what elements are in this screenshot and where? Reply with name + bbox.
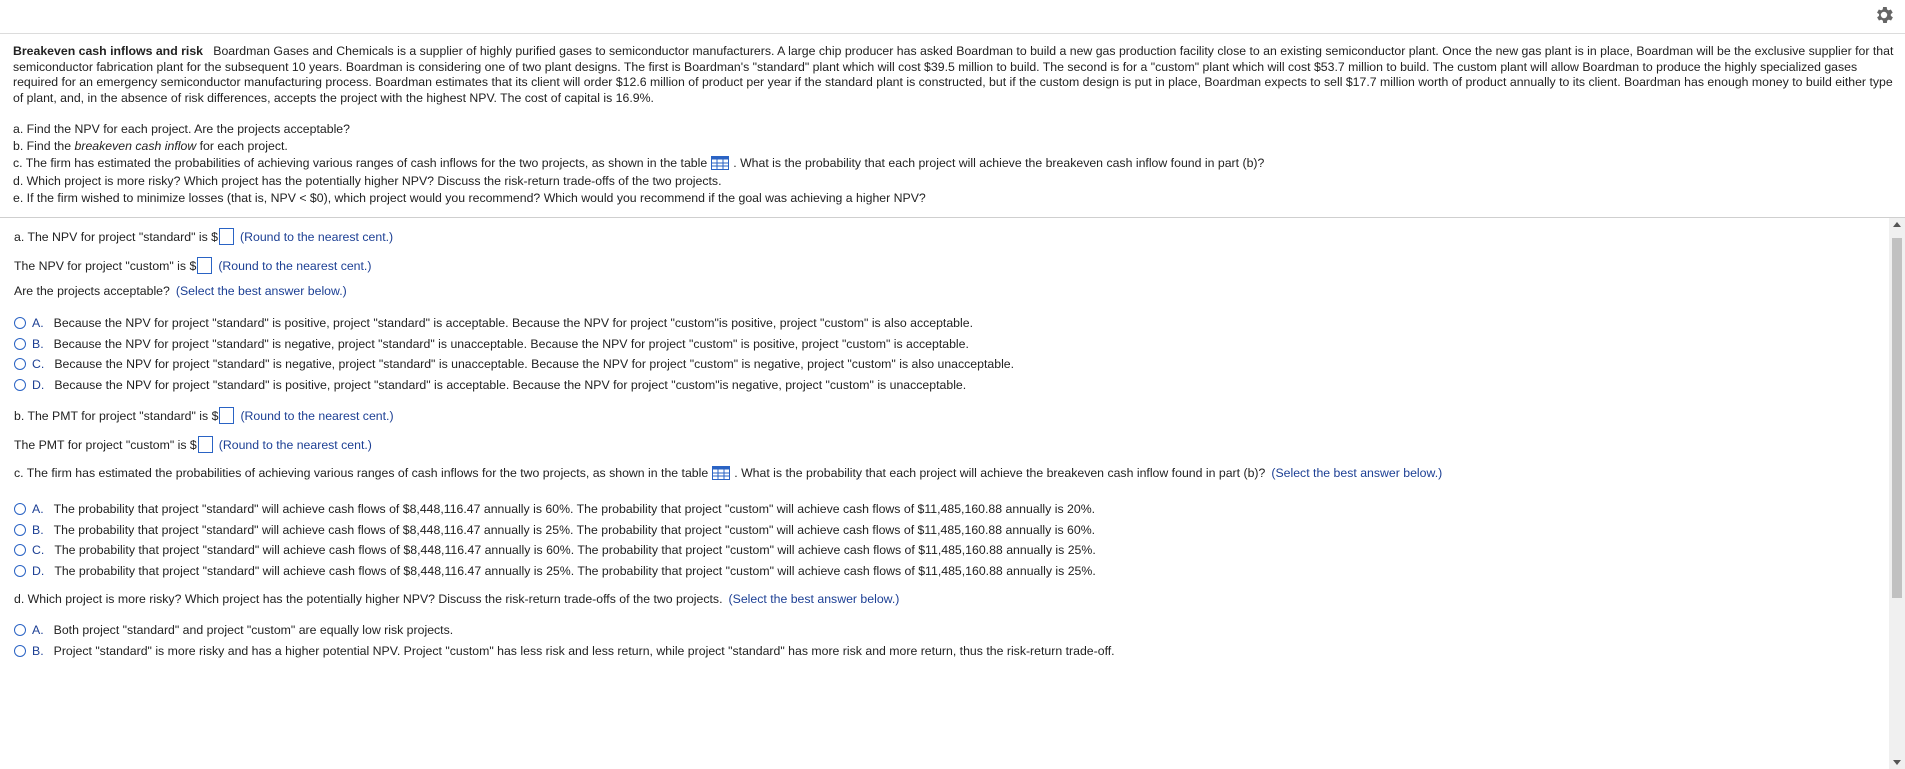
problem-statement [13, 44, 1898, 106]
radio-button[interactable] [14, 645, 26, 657]
radio-button[interactable] [14, 624, 26, 636]
npv-standard-input[interactable] [219, 228, 234, 245]
option-c-a[interactable]: A. The probability that project "standard" will achieve cash flows of $8,448,116.47 annually is 60%. The probability that project "custom" will achieve cash flows of $11,485,160.88 annually is 20%. [14, 502, 1095, 516]
part-b: b. Find the breakeven cash inflow for each project. [13, 139, 288, 153]
option-a-a[interactable]: A. Because the NPV for project "standard" is positive, project "standard" is acceptable. Because the NPV for project "custom"is positive, project "custom" is also acceptable. [14, 316, 973, 330]
option-a-d[interactable]: D. Because the NPV for project "standard" is positive, project "standard" is acceptable. Because the NPV for project "custom"is negative, project "custom" is unacceptable. [14, 378, 966, 392]
option-a-c[interactable]: C. Because the NPV for project "standard" is negative, project "standard" is unacceptable. Because the NPV for project "custom" is negative, project "custom" is also unacceptable. [14, 357, 1014, 371]
radio-button[interactable] [14, 317, 26, 329]
option-c-c[interactable]: C. The probability that project "standard" will achieve cash flows of $8,448,116.47 annually is 60%. The probability that project "custom" will achieve cash flows of $11,485,160.88 annually is 25%. [14, 543, 1096, 557]
question-parts [13, 121, 1264, 207]
part-c-question: c. The firm has estimated the probabilities of achieving various ranges of cash inflows for the two projects, as shown in the table . What is the probability that each project will achieve the breakeven cash inflow found in part (b)? (Select the best answer below.) [14, 466, 1443, 480]
acceptable-question: Are the projects acceptable? (Select the best answer below.) [14, 284, 347, 298]
table-icon[interactable] [711, 156, 729, 170]
radio-button[interactable] [14, 544, 26, 556]
npv-custom-input[interactable] [197, 257, 212, 274]
radio-button[interactable] [14, 379, 26, 391]
problem-title: Breakeven cash inflows and risk [13, 44, 204, 58]
npv-custom-row: The NPV for project "custom" is $ (Round to the nearest cent.) [14, 259, 372, 273]
radio-button[interactable] [14, 565, 26, 577]
part-c: c. The firm has estimated the probabilities of achieving various ranges of cash inflows for the two projects, as shown in the table . What is the probability that each project will achieve the breakeven cash inflow found in part (b)? [13, 156, 1265, 170]
part-e: e. If the firm wished to minimize losses (that is, NPV < $0), which project would you recommend? Which would you recommend if the goal was achieving a higher NPV? [13, 191, 926, 205]
part-d: d. Which project is more risky? Which project has the potentially higher NPV? Discuss the risk-return trade-offs of the two projects. [13, 174, 722, 188]
pmt-standard-row: b. The PMT for project "standard" is $ (Round to the nearest cent.) [14, 409, 394, 423]
scrollbar[interactable] [1889, 218, 1905, 769]
problem-text: Boardman Gases and Chemicals is a supplier of highly purified gases to semiconductor manufacturers. A large chip producer has asked Boardman to build a new gas production facility close to an existing semiconductor plant. Once the new gas plant is in place, Boardman will be the exclusive supplier for that semiconductor fabrication plant for the subsequent 10 years. Boardman is considering one of two plant designs. The first is Boardman's "standard" plant which will cost $39.5 million to build. The second is for a "custom" plant which will cost $53.7 million to build. The custom plant will allow Boardman to produce the highly specialized gases required for an emergency semiconductor manufacturing process. Boardman estimates that its client will order $12.6 million of product per year if the standard plant is constructed, but if the custom design is put in place, Boardman expects to sell $17.7 million worth of product annually to its client. Boardman has enough money to build either type of plant, and, in the absence of risk differences, accepts the project with the highest NPV. The cost of capital is 16.9%. [13, 44, 1894, 105]
scroll-thumb[interactable] [1892, 238, 1902, 598]
top-bar [0, 0, 1905, 34]
radio-button[interactable] [14, 524, 26, 536]
option-d-b[interactable]: B. Project "standard" is more risky and has a higher potential NPV. Project "custom" has less risk and less return, while project "standard" has more risk and more return, thus the risk-return trade-off. [14, 644, 1115, 658]
option-d-a[interactable]: A. Both project "standard" and project "custom" are equally low risk projects. [14, 623, 453, 637]
scroll-up-icon[interactable] [1893, 222, 1901, 227]
option-c-b[interactable]: B. The probability that project "standard" will achieve cash flows of $8,448,116.47 annually is 25%. The probability that project "custom" will achieve cash flows of $11,485,160.88 annually is 60%. [14, 523, 1095, 537]
scroll-down-icon[interactable] [1893, 760, 1901, 765]
option-c-d[interactable]: D. The probability that project "standard" will achieve cash flows of $8,448,116.47 annually is 25%. The probability that project "custom" will achieve cash flows of $11,485,160.88 annually is 25%. [14, 564, 1096, 578]
pmt-standard-input[interactable] [219, 407, 234, 424]
part-d-question: d. Which project is more risky? Which project has the potentially higher NPV? Discuss the risk-return trade-offs of the two projects. (Select the best answer below.) [14, 592, 900, 606]
npv-standard-row: a. The NPV for project "standard" is $ (Round to the nearest cent.) [14, 230, 394, 244]
part-a: a. Find the NPV for each project. Are the projects acceptable? [13, 122, 350, 136]
answer-area [0, 218, 1887, 769]
radio-button[interactable] [14, 503, 26, 515]
radio-button[interactable] [14, 358, 26, 370]
radio-button[interactable] [14, 338, 26, 350]
pmt-custom-row: The PMT for project "custom" is $ (Round to the nearest cent.) [14, 438, 372, 452]
table-icon[interactable] [712, 466, 730, 480]
gear-icon[interactable] [1873, 4, 1895, 26]
pmt-custom-input[interactable] [198, 436, 213, 453]
option-a-b[interactable]: B. Because the NPV for project "standard" is negative, project "standard" is unacceptable. Because the NPV for project "custom" is positive, project "custom" is acceptable. [14, 337, 969, 351]
